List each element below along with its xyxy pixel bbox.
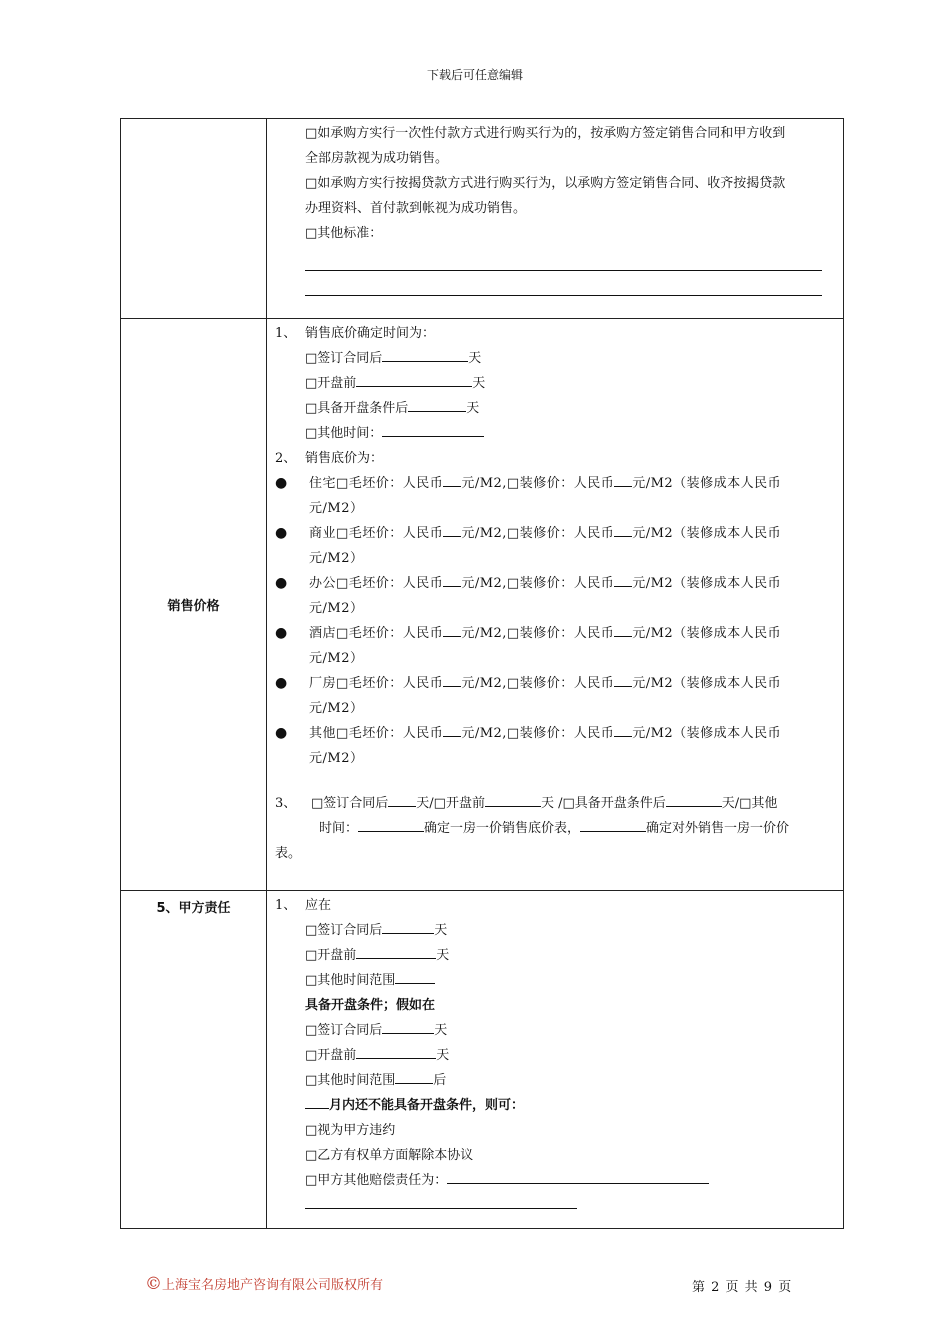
penalty-option-other-time: □其他时间范围 后 xyxy=(275,1068,835,1093)
price-item-office: ● 办公□毛坯价：人民币 元/M2,□装修价：人民币 元/M2（装修成本人民币 元/M2） xyxy=(275,571,835,621)
price-item-commercial: ● 商业□毛坯价：人民币 元/M2,□装修价：人民币 元/M2（装修成本人民币 元/M2） xyxy=(275,521,835,571)
blank-time[interactable] xyxy=(382,422,484,437)
row-label-party-a-duty: 5、甲方责任 xyxy=(121,891,267,1229)
blank-price[interactable] xyxy=(443,672,461,687)
remedy-terminate: □乙方有权单方面解除本协议 xyxy=(305,1148,474,1163)
option-lump-sum-cont: 全部房款视为成功销售。 xyxy=(305,151,449,166)
table-row xyxy=(121,319,844,891)
bullet-icon: ● xyxy=(275,625,288,641)
page-number: 第 2 页 共 9 页 xyxy=(692,1280,793,1295)
section-3-end: 表。 xyxy=(275,846,302,861)
price-item-factory: ● 厂房□毛坯价：人民币 元/M2,□装修价：人民币 元/M2（装修成本人民币 元/M2） xyxy=(275,671,835,721)
bullet-icon: ● xyxy=(275,575,288,591)
deadline-text: 月内还不能具备开盘条件，则可： xyxy=(275,1093,835,1118)
duty-option-other-time: □其他时间范围 xyxy=(275,968,835,993)
remedy-other-cont xyxy=(275,1193,835,1218)
blank-price[interactable] xyxy=(443,722,461,737)
price-item-residential: ● 住宅□毛坯价：人民币 元/M2,□装修价：人民币 元/M2（装修成本人民币 元/M2） xyxy=(275,471,835,521)
section-2-heading: 2、 销售底价为： xyxy=(275,451,384,466)
blank-time[interactable] xyxy=(580,817,646,832)
section-3: 3、 □签订合同后 天/□开盘前 天 /□具备开盘条件后 天/□其他 xyxy=(275,791,835,816)
option-other-time: □其他时间： xyxy=(275,421,835,446)
table-row xyxy=(121,891,844,1229)
blank-price[interactable] xyxy=(443,622,461,637)
blank-price[interactable] xyxy=(614,672,632,687)
blank-days[interactable] xyxy=(356,944,436,959)
option-other-standard: □其他标准： xyxy=(305,226,383,241)
row-label-sales-price: 销售价格 xyxy=(121,319,267,891)
blank-price[interactable] xyxy=(443,472,461,487)
sales-price-cell xyxy=(267,319,844,891)
blank-time[interactable] xyxy=(395,969,435,984)
blank-price[interactable] xyxy=(614,572,632,587)
blank-days[interactable] xyxy=(382,347,468,362)
blank-days[interactable] xyxy=(382,1019,434,1034)
duty-option-before-opening: □开盘前 天 xyxy=(275,943,835,968)
price-item-hotel: ● 酒店□毛坯价：人民币 元/M2,□装修价：人民币 元/M2（装修成本人民币 元/M2） xyxy=(275,621,835,671)
duty-heading: 1、 应在 xyxy=(275,898,332,913)
blank-line[interactable] xyxy=(447,1169,709,1184)
blank-line[interactable] xyxy=(305,1194,577,1209)
blank-price[interactable] xyxy=(443,572,461,587)
bullet-icon: ● xyxy=(275,725,288,741)
duty-option-after-signing: □签订合同后 天 xyxy=(275,918,835,943)
bullet-icon: ● xyxy=(275,525,288,541)
blank-price[interactable] xyxy=(614,722,632,737)
blank-time[interactable] xyxy=(358,817,424,832)
table-row xyxy=(121,119,844,319)
option-mortgage-cont: 办理资料、首付款到帐视为成功销售。 xyxy=(305,201,527,216)
blank-days[interactable] xyxy=(388,792,416,807)
blank-days[interactable] xyxy=(408,397,466,412)
blank-price[interactable] xyxy=(614,522,632,537)
option-after-conditions: □具备开盘条件后 天 xyxy=(275,396,835,421)
bullet-icon: ● xyxy=(275,475,288,491)
copyright-icon: © xyxy=(145,1274,162,1294)
duty-condition-text: 具备开盘条件；假如在 xyxy=(305,998,436,1013)
row-label-empty xyxy=(121,119,267,319)
blank-time[interactable] xyxy=(395,1069,433,1084)
option-after-signing: □签订合同后 天 xyxy=(275,346,835,371)
blank-days[interactable] xyxy=(356,1044,436,1059)
penalty-option-after-signing: □签订合同后 天 xyxy=(275,1018,835,1043)
remedy-other: □甲方其他赔偿责任为： xyxy=(275,1168,835,1193)
party-a-duty-cell xyxy=(267,891,844,1229)
blank-line[interactable] xyxy=(305,271,822,296)
blank-days[interactable] xyxy=(666,792,722,807)
penalty-option-before-opening: □开盘前 天 xyxy=(275,1043,835,1068)
price-item-other: ● 其他□毛坯价：人民币 元/M2,□装修价：人民币 元/M2（装修成本人民币 元/M2） xyxy=(275,721,835,771)
blank-days[interactable] xyxy=(485,792,541,807)
page-header: 下载后可任意编辑 xyxy=(426,68,523,82)
bullet-icon: ● xyxy=(275,675,288,691)
blank-price[interactable] xyxy=(614,472,632,487)
copyright: ©上海宝名房地产咨询有限公司版权所有 xyxy=(145,1274,384,1294)
option-mortgage: □如承购方实行按揭贷款方式进行购买行为，以承购方签定销售合同、收齐按揭贷款 xyxy=(305,176,786,191)
blank-days[interactable] xyxy=(382,919,434,934)
remedy-breach: □视为甲方违约 xyxy=(305,1123,396,1138)
sales-standard-cell xyxy=(267,119,844,319)
contract-table xyxy=(120,118,844,1229)
section-1-heading: 1、 销售底价确定时间为： xyxy=(275,326,436,341)
blank-days[interactable] xyxy=(356,372,472,387)
option-lump-sum: □如承购方实行一次性付款方式进行购买行为的，按承购方签定销售合同和甲方收到 xyxy=(305,126,786,141)
blank-months[interactable] xyxy=(305,1094,329,1109)
blank-price[interactable] xyxy=(614,622,632,637)
section-3-cont: 时间： 确定一房一价销售底价表， 确定对外销售一房一价价 xyxy=(275,816,835,841)
option-before-opening: □开盘前 天 xyxy=(275,371,835,396)
blank-price[interactable] xyxy=(443,522,461,537)
blank-line[interactable] xyxy=(305,246,822,271)
